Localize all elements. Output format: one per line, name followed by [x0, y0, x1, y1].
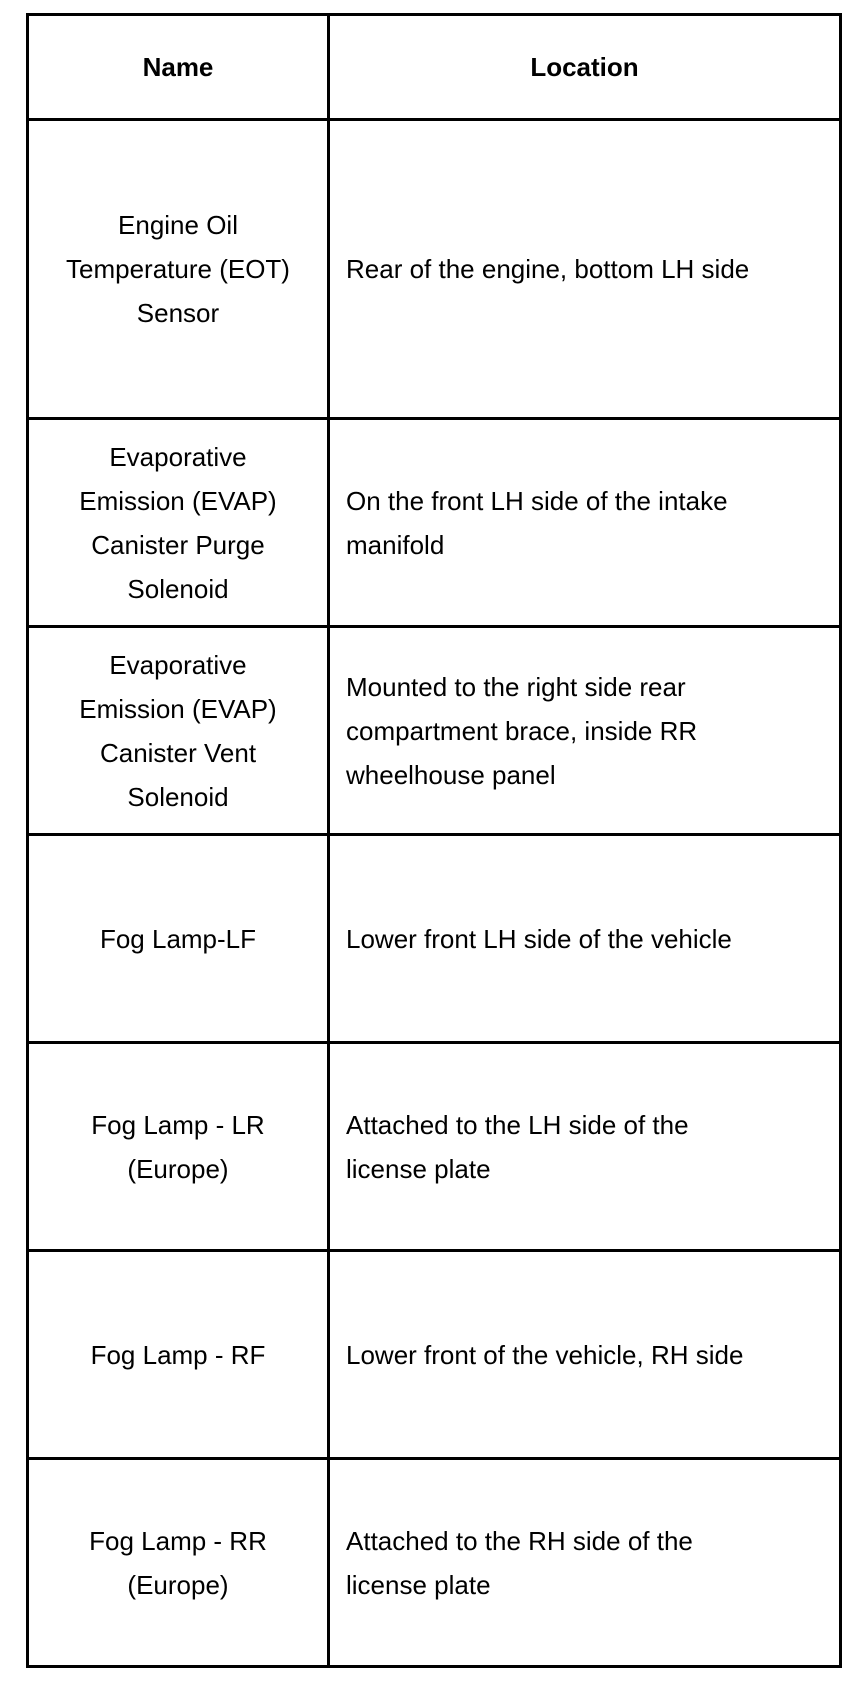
component-location-cell	[329, 835, 841, 1043]
component-location-cell	[329, 1459, 841, 1667]
component-name: Fog Lamp - LR (Europe)	[91, 1109, 265, 1184]
component-location: Attached to the LH side of the license plate	[346, 1109, 689, 1184]
component-name-cell	[28, 835, 329, 1043]
component-location-cell	[329, 1043, 841, 1251]
table-row	[28, 627, 841, 835]
table-row	[28, 120, 841, 419]
table-row	[28, 835, 841, 1043]
component-location-cell	[329, 419, 841, 627]
table-row	[28, 1251, 841, 1459]
component-name-cell	[28, 419, 329, 627]
component-name: Evaporative Emission (EVAP) Canister Purge Solenoid	[79, 441, 277, 604]
header-name: Name	[28, 15, 329, 120]
component-name: Engine Oil Temperature (EOT) Sensor	[66, 210, 290, 328]
component-name-cell	[28, 120, 329, 419]
header-location: Location	[329, 15, 841, 120]
component-location: On the front LH side of the intake manifold	[346, 485, 728, 560]
component-name-cell	[28, 1043, 329, 1251]
component-name-cell	[28, 1459, 329, 1667]
component-location-cell	[329, 627, 841, 835]
table-row	[28, 1459, 841, 1667]
table-row	[28, 1043, 841, 1251]
component-location: Lower front of the vehicle, RH side	[346, 1339, 744, 1370]
component-location-cell	[329, 1251, 841, 1459]
component-location-table	[26, 13, 842, 1668]
component-location: Rear of the engine, bottom LH side	[346, 254, 750, 284]
component-location: Lower front LH side of the vehicle	[346, 923, 732, 954]
component-name: Fog Lamp-LF	[99, 923, 257, 954]
component-name: Fog Lamp - RF	[90, 1339, 266, 1370]
header-row	[28, 15, 841, 120]
component-location: Attached to the RH side of the license plate	[346, 1525, 693, 1600]
component-location: Mounted to the right side rear compartment brace, inside RR wheelhouse panel	[346, 671, 698, 790]
component-name-cell	[28, 627, 329, 835]
component-location-cell	[329, 120, 841, 419]
table-row	[28, 419, 841, 627]
component-name-cell	[28, 1251, 329, 1459]
component-name: Fog Lamp - RR (Europe)	[89, 1525, 267, 1600]
component-name: Evaporative Emission (EVAP) Canister Vent Solenoid	[79, 649, 277, 812]
